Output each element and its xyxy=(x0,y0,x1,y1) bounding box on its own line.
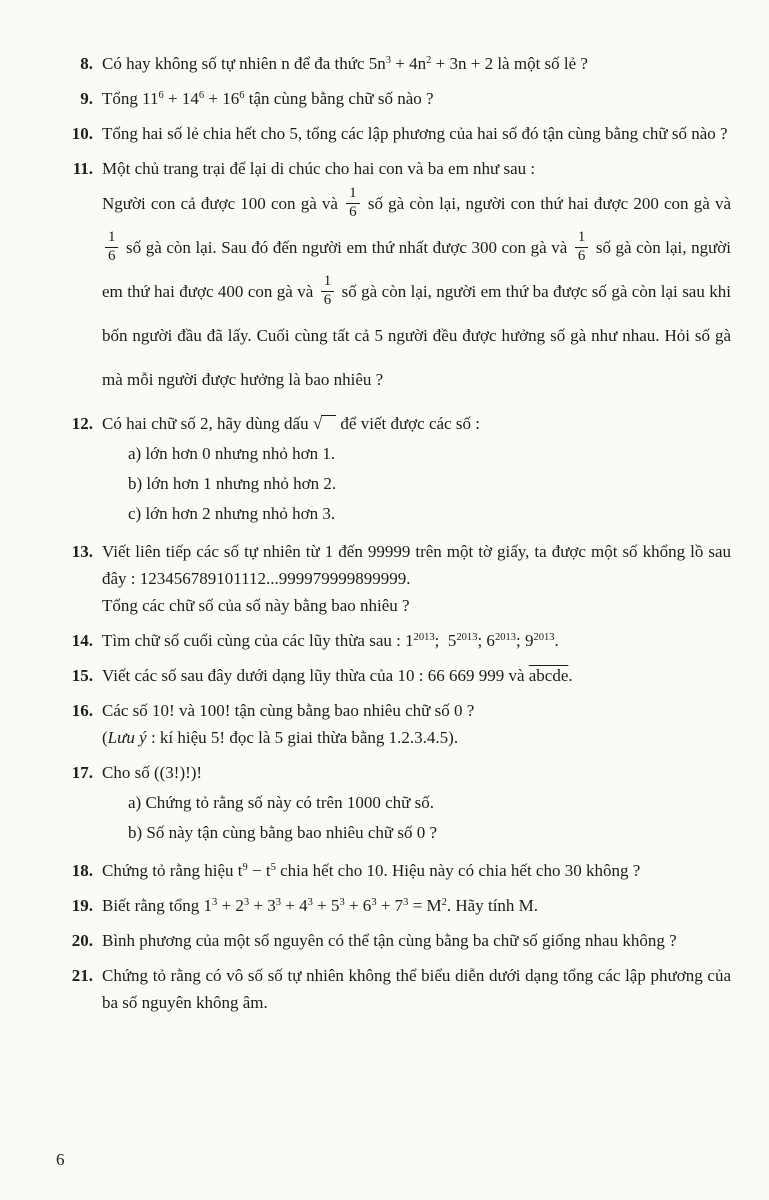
problem-subitem: a) Chứng tỏ rằng số này có trên 1000 chữ số. xyxy=(128,793,434,812)
problem-item xyxy=(64,120,731,147)
superscript-exponent: 3 xyxy=(212,897,218,909)
problem-item xyxy=(64,85,731,112)
superscript-exponent: 2013 xyxy=(494,632,516,644)
problem-number: 18. xyxy=(71,861,93,880)
problem-paragraph: (Lưu ý : kí hiệu 5! đọc là 5 giai thừa bằng 1.2.3.4.5). xyxy=(102,728,459,747)
superscript-exponent: 3 xyxy=(307,897,313,909)
problem-paragraph: Chứng tỏ rằng có vô số số tự nhiên không thể biểu diễn dưới dạng tổng các lập phương của ba số nguyên không âm. xyxy=(102,966,731,1012)
problem-body xyxy=(102,410,731,530)
problem-body xyxy=(102,85,731,112)
problem-body xyxy=(102,627,731,654)
superscript-exponent: 3 xyxy=(385,55,392,67)
problem-body xyxy=(102,662,731,689)
fraction-denominator: 6 xyxy=(105,247,118,265)
fraction xyxy=(346,185,359,220)
superscript-exponent: 2013 xyxy=(533,632,555,644)
problem-subitem: a) lớn hơn 0 nhưng nhỏ hơn 1. xyxy=(128,444,336,463)
problem-paragraph: Có hay không số tự nhiên n để đa thức $5n^3 + 4n^2 + 3n + 2$ là một số lẻ ? xyxy=(102,54,588,73)
problem-paragraph: Bình phương của một số nguyên có thể tận cùng bằng ba chữ số giống nhau không ? xyxy=(102,931,677,950)
superscript-exponent: 2 xyxy=(441,897,447,909)
problem-paragraph: Tổng hai số lẻ chia hết cho 5, tổng các lập phương của hai số đó tận cùng bằng chữ số nào ? xyxy=(102,124,728,143)
problem-body xyxy=(102,697,731,751)
problem-paragraph: Viết liên tiếp các số tự nhiên từ 1 đến 99999 trên một tờ giấy, ta được một số khổng lồ sau đây : 123456789101112...999979999899999. xyxy=(102,542,731,588)
problem-number: 15. xyxy=(71,666,93,685)
problem-body xyxy=(102,857,731,884)
radical-vinculum xyxy=(321,415,336,416)
problem-paragraph: Viết các số sau đây dưới dạng lũy thừa của 10 : 66 669 999 và abcde. xyxy=(102,666,573,685)
fraction-numerator: 1 xyxy=(577,229,586,246)
superscript-exponent: 3 xyxy=(403,897,409,909)
problem-number: 8. xyxy=(80,54,93,73)
superscript-exponent: 3 xyxy=(275,897,281,909)
problem-body xyxy=(102,927,731,954)
superscript-exponent: 2013 xyxy=(456,632,478,644)
problem-list xyxy=(64,50,731,1016)
superscript-exponent: 9 xyxy=(242,862,248,874)
superscript-exponent: 2013 xyxy=(413,632,435,644)
problem-paragraph: Cho số ((3!)!)! xyxy=(102,763,203,782)
problem-paragraph: Tổng các chữ số của số này bằng bao nhiêu ? xyxy=(102,596,410,615)
problem-item xyxy=(64,962,731,1016)
superscript-exponent: 3 xyxy=(371,897,377,909)
problem-item xyxy=(64,697,731,751)
superscript-exponent: 3 xyxy=(243,897,250,909)
overline-text: abcde xyxy=(528,666,569,685)
problem-paragraph: Tổng $11^6 + 14^6 + 16^6$ tận cùng bằng chữ số nào ? xyxy=(102,89,434,108)
problem-number: 17. xyxy=(71,763,93,782)
fraction-numerator: 1 xyxy=(323,273,332,290)
superscript-exponent: 6 xyxy=(239,90,245,102)
superscript-exponent: 2 xyxy=(426,55,432,67)
problem-paragraph: Một chủ trang trại để lại di chúc cho hai con và ba em như sau : xyxy=(102,159,536,178)
problem-item xyxy=(64,927,731,954)
superscript-exponent: 5 xyxy=(270,862,276,874)
problem-number: 21. xyxy=(71,966,93,985)
problem-body xyxy=(102,892,731,919)
problem-body xyxy=(102,120,731,147)
fraction xyxy=(321,273,334,308)
problem-body xyxy=(102,962,731,1016)
problem-number: 9. xyxy=(80,89,93,108)
problem-item xyxy=(64,857,731,884)
problem-number: 13. xyxy=(71,542,93,561)
problem-paragraph: Tìm chữ số cuối cùng của các lũy thừa sau : $1^{2013}$; $5^{2013}$; $6^{2013}$; $9^{2013}$. xyxy=(102,631,559,650)
fraction-numerator: 1 xyxy=(349,185,357,202)
fraction-denominator: 6 xyxy=(321,291,334,309)
problem-item xyxy=(64,662,731,689)
problem-item xyxy=(64,538,731,619)
problem-item xyxy=(64,50,731,77)
page-number: 6 xyxy=(56,1150,65,1169)
problem-paragraph: Có hai chữ số 2, hãy dùng dấu √ để viết được các số : xyxy=(102,414,480,433)
problem-item xyxy=(64,892,731,919)
problem-item xyxy=(64,410,731,530)
problem-subitem: c) lớn hơn 2 nhưng nhỏ hơn 3. xyxy=(128,504,336,523)
problem-number: 16. xyxy=(71,701,93,720)
fraction xyxy=(105,229,118,264)
radical-sign: √ xyxy=(313,414,336,433)
fraction xyxy=(575,229,588,264)
problem-paragraph: Biết rằng tổng $1^3 + 2^3 + 3^3 + 4^3 + 5^3 + 6^3 + 7^3 = M^2$. Hãy tính M. xyxy=(102,896,539,915)
problem-paragraph: Các số 10! và 100! tận cùng bằng bao nhiêu chữ số 0 ? xyxy=(102,701,475,720)
problem-number: 10. xyxy=(71,124,93,143)
problem-body xyxy=(102,155,731,402)
problem-number: 12. xyxy=(71,414,93,433)
problem-paragraph: Người con cả được 100 con gà và $\frac{1}{6}$ số gà còn lại, người con thứ hai được 200 con gà và $\frac{1}{6}$ số gà còn lại. Sau đó đến người em thứ nhất được 300 con gà và $\frac{1}{6}$ số gà còn lại, người em thứ hai được 400 con gà và $\frac{1}{6}$ số gà còn lại, người em thứ ba được số gà còn lại sau khi bốn người đầu đã lấy. Cuối cùng tất cả 5 người đều được hưởng số gà như nhau. Hỏi số gà mà mỗi người được hưởng là bao nhiêu ? xyxy=(102,185,731,389)
problem-body xyxy=(102,759,731,849)
problem-subitem: b) Số này tận cùng bằng bao nhiêu chữ số 0 ? xyxy=(128,823,438,842)
problem-number: 11. xyxy=(72,159,93,178)
problem-body xyxy=(102,538,731,619)
problem-number: 20. xyxy=(71,931,93,950)
superscript-exponent: 6 xyxy=(198,90,205,102)
italic-text: Lưu ý xyxy=(107,728,147,747)
fraction-denominator: 6 xyxy=(575,247,588,265)
problem-item xyxy=(64,627,731,654)
problem-item xyxy=(64,155,731,402)
problem-number: 19. xyxy=(71,896,93,915)
problem-body xyxy=(102,50,731,77)
fraction-denominator: 6 xyxy=(346,203,359,221)
problem-number: 14. xyxy=(71,631,93,650)
problem-paragraph: Chứng tỏ rằng hiệu $t^9 - t^5$ chia hết cho 10. Hiệu này có chia hết cho 30 không ? xyxy=(102,861,641,880)
superscript-exponent: 6 xyxy=(158,90,164,102)
problem-item xyxy=(64,759,731,849)
problem-subitem: b) lớn hơn 1 nhưng nhỏ hơn 2. xyxy=(128,474,337,493)
fraction-numerator: 1 xyxy=(108,229,116,246)
superscript-exponent: 3 xyxy=(339,897,345,909)
